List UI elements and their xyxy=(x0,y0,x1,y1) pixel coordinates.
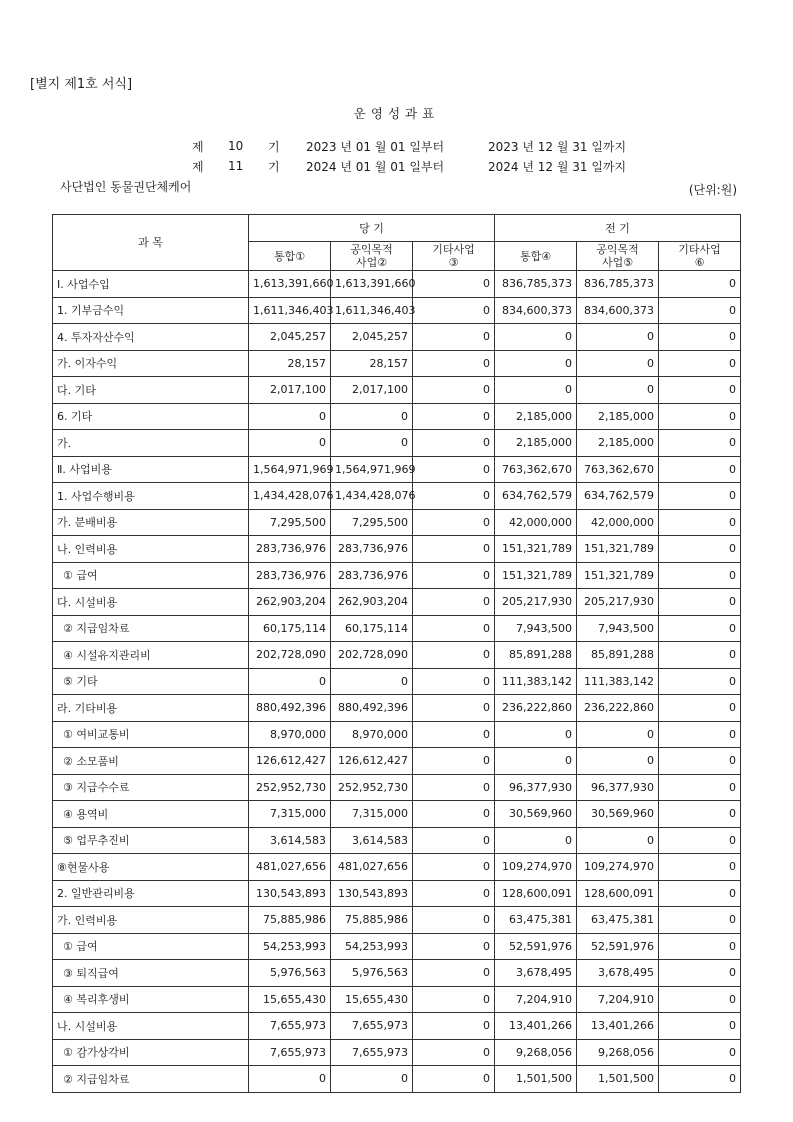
column-header-line: 기타사업 xyxy=(678,243,721,256)
amount-cell: 0 xyxy=(659,430,741,457)
amount-cell: 85,891,288 xyxy=(495,642,577,669)
amount-cell: 2,185,000 xyxy=(495,403,577,430)
row-label: Ⅰ. 사업수입 xyxy=(53,271,249,298)
amount-cell: 0 xyxy=(659,350,741,377)
amount-cell: 0 xyxy=(413,483,495,510)
amount-cell: 0 xyxy=(331,430,413,457)
column-header-line: 통합④ xyxy=(519,249,552,263)
table-row xyxy=(53,562,741,589)
amount-cell: 0 xyxy=(659,854,741,881)
amount-cell: 283,736,976 xyxy=(331,562,413,589)
row-label: 가. 이자수익 xyxy=(53,350,249,377)
amount-cell: 236,222,860 xyxy=(577,695,659,722)
table-row xyxy=(53,668,741,695)
period-je: 제 xyxy=(192,139,204,154)
column-header xyxy=(249,242,331,271)
amount-cell: 0 xyxy=(413,324,495,351)
table-row xyxy=(53,403,741,430)
operating-results-table xyxy=(52,214,741,1093)
period-gi: 기 xyxy=(268,139,280,154)
table-row xyxy=(53,483,741,510)
amount-cell: 0 xyxy=(659,536,741,563)
amount-cell: 0 xyxy=(577,721,659,748)
amount-cell: 283,736,976 xyxy=(249,536,331,563)
row-label: 6. 기타 xyxy=(53,403,249,430)
row-label: 2. 일반관리비용 xyxy=(53,880,249,907)
row-label: ⑤ 업무추진비 xyxy=(53,827,249,854)
amount-cell: 28,157 xyxy=(331,350,413,377)
amount-cell: 7,655,973 xyxy=(249,1013,331,1040)
current-period-header: 당 기 xyxy=(249,215,495,242)
amount-cell: 834,600,373 xyxy=(495,297,577,324)
amount-cell: 2,045,257 xyxy=(331,324,413,351)
column-header xyxy=(659,242,741,271)
row-label: Ⅱ. 사업비용 xyxy=(53,456,249,483)
amount-cell: 0 xyxy=(413,933,495,960)
amount-cell: 0 xyxy=(331,1066,413,1093)
period-number: 10 xyxy=(228,139,244,153)
amount-cell: 205,217,930 xyxy=(495,589,577,616)
amount-cell: 0 xyxy=(577,377,659,404)
row-label: 가. 인력비용 xyxy=(53,907,249,934)
amount-cell: 880,492,396 xyxy=(331,695,413,722)
amount-cell: 0 xyxy=(413,774,495,801)
row-label: 1. 기부금수익 xyxy=(53,297,249,324)
amount-cell: 0 xyxy=(413,297,495,324)
amount-cell: 7,315,000 xyxy=(249,801,331,828)
row-label: ⑤ 기타 xyxy=(53,668,249,695)
amount-cell: 0 xyxy=(659,456,741,483)
amount-cell: 0 xyxy=(659,774,741,801)
amount-cell: 3,614,583 xyxy=(331,827,413,854)
period-line-10 xyxy=(192,137,648,155)
amount-cell: 0 xyxy=(413,642,495,669)
amount-cell: 0 xyxy=(659,721,741,748)
amount-cell: 763,362,670 xyxy=(577,456,659,483)
amount-cell: 7,204,910 xyxy=(495,986,577,1013)
period-line-11 xyxy=(192,157,648,175)
amount-cell: 0 xyxy=(413,456,495,483)
amount-cell: 151,321,789 xyxy=(495,562,577,589)
amount-cell: 85,891,288 xyxy=(577,642,659,669)
table-row xyxy=(53,854,741,881)
amount-cell: 0 xyxy=(413,430,495,457)
amount-cell: 7,655,973 xyxy=(249,1039,331,1066)
amount-cell: 0 xyxy=(413,1066,495,1093)
amount-cell: 880,492,396 xyxy=(249,695,331,722)
column-header xyxy=(495,242,577,271)
amount-cell: 0 xyxy=(659,615,741,642)
table-row xyxy=(53,960,741,987)
table-row xyxy=(53,986,741,1013)
amount-cell: 0 xyxy=(249,1066,331,1093)
amount-cell: 30,569,960 xyxy=(577,801,659,828)
amount-cell: 1,613,391,660 xyxy=(249,271,331,298)
amount-cell: 128,600,091 xyxy=(495,880,577,907)
amount-cell: 0 xyxy=(249,430,331,457)
amount-cell: 8,970,000 xyxy=(331,721,413,748)
amount-cell: 7,943,500 xyxy=(577,615,659,642)
column-header xyxy=(413,242,495,271)
amount-cell: 0 xyxy=(413,986,495,1013)
amount-cell: 0 xyxy=(413,377,495,404)
row-label: 4. 투자자산수익 xyxy=(53,324,249,351)
amount-cell: 0 xyxy=(659,1066,741,1093)
row-label: 다. 기타 xyxy=(53,377,249,404)
amount-cell: 111,383,142 xyxy=(577,668,659,695)
table-row xyxy=(53,827,741,854)
amount-cell: 15,655,430 xyxy=(249,986,331,1013)
amount-cell: 283,736,976 xyxy=(331,536,413,563)
amount-cell: 60,175,114 xyxy=(249,615,331,642)
amount-cell: 0 xyxy=(413,536,495,563)
amount-cell: 0 xyxy=(659,933,741,960)
amount-cell: 52,591,976 xyxy=(577,933,659,960)
amount-cell: 0 xyxy=(659,589,741,616)
row-label: ④ 용역비 xyxy=(53,801,249,828)
amount-cell: 2,185,000 xyxy=(495,430,577,457)
column-header-line: 공익목적 xyxy=(350,243,393,256)
amount-cell: 0 xyxy=(659,880,741,907)
amount-cell: 0 xyxy=(413,854,495,881)
amount-cell: 0 xyxy=(413,509,495,536)
document-title: 운영성과표 xyxy=(353,106,440,121)
amount-cell: 0 xyxy=(659,271,741,298)
row-label: ① 급여 xyxy=(53,933,249,960)
amount-cell: 1,501,500 xyxy=(577,1066,659,1093)
amount-cell: 109,274,970 xyxy=(577,854,659,881)
amount-cell: 42,000,000 xyxy=(577,509,659,536)
period-from: 2024 년 01 월 01 일부터 xyxy=(306,159,445,174)
amount-cell: 0 xyxy=(413,801,495,828)
amount-cell: 0 xyxy=(249,668,331,695)
amount-cell: 1,564,971,969 xyxy=(331,456,413,483)
amount-cell: 0 xyxy=(413,668,495,695)
amount-cell: 9,268,056 xyxy=(495,1039,577,1066)
amount-cell: 0 xyxy=(413,1013,495,1040)
table-row xyxy=(53,880,741,907)
amount-cell: 1,434,428,076 xyxy=(249,483,331,510)
row-label: ③ 지급수수료 xyxy=(53,774,249,801)
amount-cell: 836,785,373 xyxy=(577,271,659,298)
amount-cell: 0 xyxy=(659,748,741,775)
amount-cell: 0 xyxy=(659,642,741,669)
amount-cell: 130,543,893 xyxy=(331,880,413,907)
amount-cell: 151,321,789 xyxy=(577,562,659,589)
row-label: 나. 시설비용 xyxy=(53,1013,249,1040)
amount-cell: 3,614,583 xyxy=(249,827,331,854)
amount-cell: 15,655,430 xyxy=(331,986,413,1013)
amount-cell: 0 xyxy=(659,1013,741,1040)
table-row xyxy=(53,615,741,642)
row-label: ① 감가상각비 xyxy=(53,1039,249,1066)
table-row xyxy=(53,748,741,775)
amount-cell: 28,157 xyxy=(249,350,331,377)
amount-cell: 96,377,930 xyxy=(577,774,659,801)
amount-cell: 9,268,056 xyxy=(577,1039,659,1066)
row-label: 가. 분배비용 xyxy=(53,509,249,536)
amount-cell: 0 xyxy=(495,350,577,377)
table-row xyxy=(53,297,741,324)
amount-cell: 252,952,730 xyxy=(331,774,413,801)
amount-cell: 0 xyxy=(413,271,495,298)
amount-cell: 0 xyxy=(659,324,741,351)
amount-cell: 1,501,500 xyxy=(495,1066,577,1093)
table-row xyxy=(53,1039,741,1066)
row-label: ② 지급임차료 xyxy=(53,1066,249,1093)
table-row xyxy=(53,801,741,828)
amount-cell: 5,976,563 xyxy=(331,960,413,987)
table-row xyxy=(53,1066,741,1093)
column-header-line: 사업② xyxy=(355,256,388,269)
row-label: ① 급여 xyxy=(53,562,249,589)
amount-cell: 0 xyxy=(413,880,495,907)
previous-period-header: 전 기 xyxy=(495,215,741,242)
period-to: 2024 년 12 월 31 일까지 xyxy=(488,159,627,174)
amount-cell: 0 xyxy=(659,509,741,536)
amount-cell: 262,903,204 xyxy=(331,589,413,616)
amount-cell: 252,952,730 xyxy=(249,774,331,801)
amount-cell: 0 xyxy=(659,562,741,589)
amount-cell: 0 xyxy=(413,748,495,775)
column-header-line: ⑥ xyxy=(694,256,705,269)
amount-cell: 0 xyxy=(659,801,741,828)
form-label: [별지 제1호 서식] xyxy=(30,77,133,92)
row-label: ⑧현물사용 xyxy=(53,854,249,881)
amount-cell: 262,903,204 xyxy=(249,589,331,616)
amount-cell: 0 xyxy=(659,1039,741,1066)
amount-cell: 634,762,579 xyxy=(495,483,577,510)
amount-cell: 0 xyxy=(413,1039,495,1066)
amount-cell: 126,612,427 xyxy=(331,748,413,775)
amount-cell: 0 xyxy=(413,615,495,642)
amount-cell: 151,321,789 xyxy=(495,536,577,563)
table-row xyxy=(53,324,741,351)
amount-cell: 75,885,986 xyxy=(249,907,331,934)
column-header xyxy=(331,242,413,271)
amount-cell: 42,000,000 xyxy=(495,509,577,536)
amount-cell: 481,027,656 xyxy=(249,854,331,881)
period-to: 2023 년 12 월 31 일까지 xyxy=(488,139,627,154)
amount-cell: 0 xyxy=(413,827,495,854)
amount-cell: 75,885,986 xyxy=(331,907,413,934)
amount-cell: 763,362,670 xyxy=(495,456,577,483)
amount-cell: 1,613,391,660 xyxy=(331,271,413,298)
amount-cell: 7,295,500 xyxy=(249,509,331,536)
amount-cell: 0 xyxy=(659,297,741,324)
amount-cell: 3,678,495 xyxy=(495,960,577,987)
row-label: ④ 시설유지관리비 xyxy=(53,642,249,669)
column-header-line: ③ xyxy=(448,256,459,269)
amount-cell: 3,678,495 xyxy=(577,960,659,987)
amount-cell: 151,321,789 xyxy=(577,536,659,563)
column-header-line: 통합① xyxy=(273,249,306,263)
amount-cell: 0 xyxy=(659,907,741,934)
column-header-line: 기타사업 xyxy=(432,243,475,256)
table-row xyxy=(53,350,741,377)
amount-cell: 0 xyxy=(577,748,659,775)
amount-cell: 96,377,930 xyxy=(495,774,577,801)
amount-cell: 8,970,000 xyxy=(249,721,331,748)
amount-cell: 1,611,346,403 xyxy=(249,297,331,324)
row-label: 다. 시설비용 xyxy=(53,589,249,616)
column-header-line: 공익목적 xyxy=(596,243,639,256)
amount-cell: 0 xyxy=(413,403,495,430)
amount-cell: 1,611,346,403 xyxy=(331,297,413,324)
amount-cell: 0 xyxy=(413,589,495,616)
row-label: 라. 기타비용 xyxy=(53,695,249,722)
amount-cell: 0 xyxy=(659,377,741,404)
row-label: ① 여비교통비 xyxy=(53,721,249,748)
amount-cell: 130,543,893 xyxy=(249,880,331,907)
period-je: 제 xyxy=(192,159,204,174)
table-row xyxy=(53,695,741,722)
row-label: 나. 인력비용 xyxy=(53,536,249,563)
amount-cell: 7,204,910 xyxy=(577,986,659,1013)
table-row xyxy=(53,933,741,960)
amount-cell: 0 xyxy=(577,350,659,377)
amount-cell: 0 xyxy=(495,721,577,748)
row-label: 1. 사업수행비용 xyxy=(53,483,249,510)
table-row xyxy=(53,721,741,748)
amount-cell: 60,175,114 xyxy=(331,615,413,642)
amount-cell: 5,976,563 xyxy=(249,960,331,987)
amount-cell: 2,185,000 xyxy=(577,403,659,430)
table-row xyxy=(53,774,741,801)
amount-cell: 0 xyxy=(659,403,741,430)
amount-cell: 63,475,381 xyxy=(577,907,659,934)
table-row xyxy=(53,377,741,404)
amount-cell: 0 xyxy=(659,695,741,722)
amount-cell: 54,253,993 xyxy=(249,933,331,960)
column-header-line: 사업⑤ xyxy=(601,256,634,269)
table-row xyxy=(53,430,741,457)
amount-cell: 0 xyxy=(413,907,495,934)
amount-cell: 202,728,090 xyxy=(331,642,413,669)
amount-cell: 2,045,257 xyxy=(249,324,331,351)
amount-cell: 205,217,930 xyxy=(577,589,659,616)
amount-cell: 1,434,428,076 xyxy=(331,483,413,510)
amount-cell: 109,274,970 xyxy=(495,854,577,881)
table-row xyxy=(53,271,741,298)
amount-cell: 0 xyxy=(495,748,577,775)
table-row xyxy=(53,536,741,563)
row-label: ② 지급임차료 xyxy=(53,615,249,642)
organization-name: 사단법인 동물권단체케어 xyxy=(60,180,192,194)
amount-cell: 1,564,971,969 xyxy=(249,456,331,483)
amount-cell: 0 xyxy=(249,403,331,430)
amount-cell: 0 xyxy=(659,483,741,510)
amount-cell: 52,591,976 xyxy=(495,933,577,960)
amount-cell: 0 xyxy=(659,960,741,987)
amount-cell: 236,222,860 xyxy=(495,695,577,722)
amount-cell: 0 xyxy=(577,827,659,854)
amount-cell: 0 xyxy=(659,668,741,695)
amount-cell: 2,017,100 xyxy=(331,377,413,404)
amount-cell: 283,736,976 xyxy=(249,562,331,589)
table-row xyxy=(53,907,741,934)
amount-cell: 0 xyxy=(413,960,495,987)
amount-cell: 0 xyxy=(413,350,495,377)
amount-cell: 7,295,500 xyxy=(331,509,413,536)
amount-cell: 0 xyxy=(495,377,577,404)
amount-cell: 63,475,381 xyxy=(495,907,577,934)
period-from: 2023 년 01 월 01 일부터 xyxy=(306,139,445,154)
row-label: ③ 퇴직급여 xyxy=(53,960,249,987)
amount-cell: 2,017,100 xyxy=(249,377,331,404)
amount-cell: 0 xyxy=(659,986,741,1013)
row-label: 가. xyxy=(53,430,249,457)
amount-cell: 0 xyxy=(659,827,741,854)
row-label: ② 소모품비 xyxy=(53,748,249,775)
amount-cell: 634,762,579 xyxy=(577,483,659,510)
amount-cell: 0 xyxy=(495,827,577,854)
category-header: 과 목 xyxy=(53,215,249,271)
amount-cell: 13,401,266 xyxy=(577,1013,659,1040)
amount-cell: 0 xyxy=(331,403,413,430)
amount-cell: 0 xyxy=(413,721,495,748)
amount-cell: 836,785,373 xyxy=(495,271,577,298)
amount-cell: 0 xyxy=(577,324,659,351)
amount-cell: 834,600,373 xyxy=(577,297,659,324)
amount-cell: 30,569,960 xyxy=(495,801,577,828)
table-row xyxy=(53,1013,741,1040)
amount-cell: 202,728,090 xyxy=(249,642,331,669)
row-label: ④ 복리후생비 xyxy=(53,986,249,1013)
amount-cell: 7,655,973 xyxy=(331,1013,413,1040)
amount-cell: 126,612,427 xyxy=(249,748,331,775)
table-row xyxy=(53,509,741,536)
amount-cell: 2,185,000 xyxy=(577,430,659,457)
amount-cell: 0 xyxy=(413,695,495,722)
amount-cell: 7,943,500 xyxy=(495,615,577,642)
amount-cell: 0 xyxy=(495,324,577,351)
amount-cell: 128,600,091 xyxy=(577,880,659,907)
table-row xyxy=(53,642,741,669)
amount-cell: 481,027,656 xyxy=(331,854,413,881)
amount-cell: 7,315,000 xyxy=(331,801,413,828)
amount-cell: 0 xyxy=(413,562,495,589)
unit-label: (단위:원) xyxy=(688,183,737,197)
amount-cell: 7,655,973 xyxy=(331,1039,413,1066)
column-header xyxy=(577,242,659,271)
amount-cell: 111,383,142 xyxy=(495,668,577,695)
amount-cell: 13,401,266 xyxy=(495,1013,577,1040)
period-gi: 기 xyxy=(268,159,280,174)
table-row xyxy=(53,589,741,616)
amount-cell: 0 xyxy=(331,668,413,695)
amount-cell: 54,253,993 xyxy=(331,933,413,960)
period-number: 11 xyxy=(228,159,244,173)
table-row xyxy=(53,456,741,483)
